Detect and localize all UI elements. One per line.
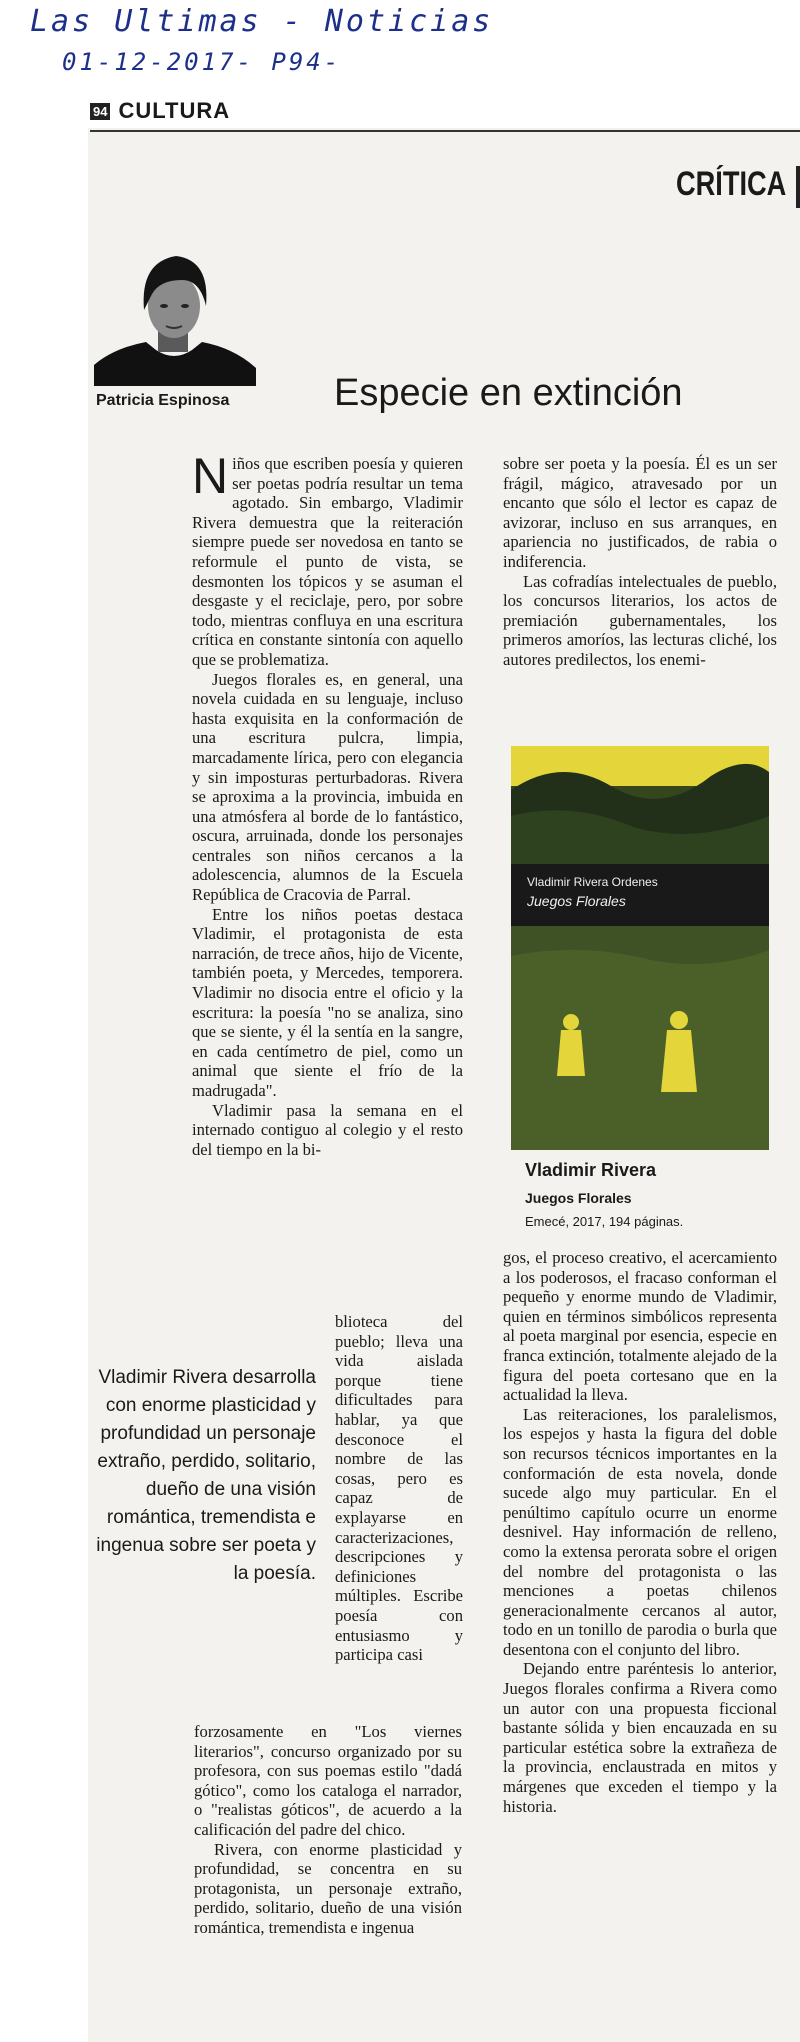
caption-author: Vladimir Rivera xyxy=(525,1160,657,1180)
paragraph: Rivera, con enorme plasticidad y profundidad, se concentra en su protagonista, un personaje extraño, perdido, solitario, dueño de una visión romántica, tremendista e ingenua xyxy=(194,1839,462,1937)
critica-kicker: CRÍTICA xyxy=(676,165,787,203)
drop-cap: N xyxy=(192,448,229,504)
paragraph: iños que escriben poesía y quieren ser poetas podría resultar un tema agotado. Sin embargo, Vladimir Rivera demuestra que la reiteración siempre puede ser novedosa en tanto se reformule el punto de vista, se desmonten los tópicos y se asuman el desgaste y el reciclaje, pero, por sobre todo, mientras confluya en una escritura crítica en constante sintonía con aquello que se problematiza. xyxy=(192,454,463,669)
paragraph: sobre ser poeta y la poesía. Él es un ser frágil, mágico, atravesado por un encanto que sólo el lector es capaz de avizorar, incluso en sus arranques, en apariencia no justificados, de rabia o indiferencia. xyxy=(503,454,777,571)
article-column-2 xyxy=(503,454,777,670)
article-column-1 xyxy=(192,448,463,1159)
kicker-bar xyxy=(796,166,800,208)
paragraph: Las cofradías intelectuales de pueblo, los concursos literarios, los actos de premiación gubernamentales, los primeros amoríos, las lecturas cliché, los autores predilectos, los enemi- xyxy=(503,571,777,669)
handwritten-source: Las Ultimas - Noticias xyxy=(30,4,494,39)
paragraph: Entre los niños poetas destaca Vladimir, el protagonista de esta narración, de trece años, hijo de Vicente, también poeta, y Mercedes, temporera. Vladimir no disocia entre el oficio y la escritura: la poesía "no se analiza, sino que se siente, y él la sentía en la sangre, en cada centímetro de piel, como un animal que siente el frío de la madrugada". xyxy=(192,904,463,1100)
article-column-3 xyxy=(335,1312,463,1665)
section-header xyxy=(90,98,230,124)
paragraph: forzosamente en "Los viernes literarios", concurso organizado por su profesora, con sus poemas estilo "dadá gótico", como los cataloga el narrador, o "realistas góticos", de acuerdo a la calificación del padre del chico. xyxy=(194,1722,462,1839)
caption-publication-info: Emecé, 2017, 194 páginas. xyxy=(525,1214,684,1229)
headline: Especie en extinción xyxy=(334,372,683,414)
paragraph: Vladimir pasa la semana en el internado contiguo al colegio y el resto del tiempo en la bi- xyxy=(192,1100,463,1159)
page-number: 94 xyxy=(90,103,110,120)
section-title: CULTURA xyxy=(118,98,231,123)
book-cover xyxy=(511,746,769,1150)
cover-author: Vladimir Rivera Ordenes xyxy=(527,875,658,889)
article-column-5 xyxy=(503,1248,777,1816)
header-rule xyxy=(90,130,800,132)
paragraph: blioteca del pueblo; lleva una vida aislada porque tiene dificultades para hablar, ya que desconoce el nombre de las cosas, pero es capaz de explayarse en caracterizaciones, descripciones y definiciones múltiples. Escribe poesía con entusiasmo y participa casi xyxy=(335,1312,463,1665)
author-photo xyxy=(94,250,256,386)
paragraph: gos, el proceso creativo, el acercamiento a los poderosos, el fracaso conforman el pequeño y enorme mundo de Vladimir, quien en términos simbólicos representa al poeta marginal por esencia, especie en franca extinción, totalmente alejado de la figura del poeta cortesano que en la actualidad la lleva. xyxy=(503,1248,777,1405)
cover-title: Juegos Florales xyxy=(527,893,626,909)
article-column-4 xyxy=(194,1722,462,1938)
paragraph: Juegos florales es, en general, una novela cuidada en su lenguaje, incluso hasta exquisita en la conformación de una escritura pulcra, limpia, marcadamente lírica, pero con elegancia y sin imposturas perturbadoras. Rivera se aproxima a la provincia, imbuida en una atmósfera al borde de lo fantástico, oscura, arruinada, donde los personajes centrales son niños cercanos a la adolescencia, alumnos de la Escuela República de Cracovia de Parral. xyxy=(192,669,463,905)
paragraph: Dejando entre paréntesis lo anterior, Juegos florales confirma a Rivera como un autor con una propuesta ficcional bastante sólida y bien encauzada en su particular estética sobre la extrañeza de la provincia, enclaustrada en mitos y márgenes que exceden el tiempo y la historia. xyxy=(503,1659,777,1816)
author-name: Patricia Espinosa xyxy=(96,392,230,409)
caption-title: Juegos Florales xyxy=(525,1190,632,1206)
paragraph: Las reiteraciones, los paralelismos, los espejos y hasta la figura del doble son recursos técnicos importantes en la conformación de esta novela, donde sucede algo muy particular. En el penúltimo capítulo ocurre un enorme desnivel. Hay información de relleno, como la extensa perorata sobre el origen del nombre del protagonista o las menciones a poetas chilenos generacionalmente cercanos al autor, todo en un tonillo de parodia o burla que desentona con el conjunto del libro. xyxy=(503,1404,777,1659)
handwritten-date-page: 01-12-2017- P94- xyxy=(62,48,342,76)
pull-quote: Vladimir Rivera desarrolla con enorme plasticidad y profundidad un personaje extraño, perdido, solitario, dueño de una visión romántica, tremendista e ingenua sobre ser poeta y la poesía. xyxy=(96,1367,316,1584)
